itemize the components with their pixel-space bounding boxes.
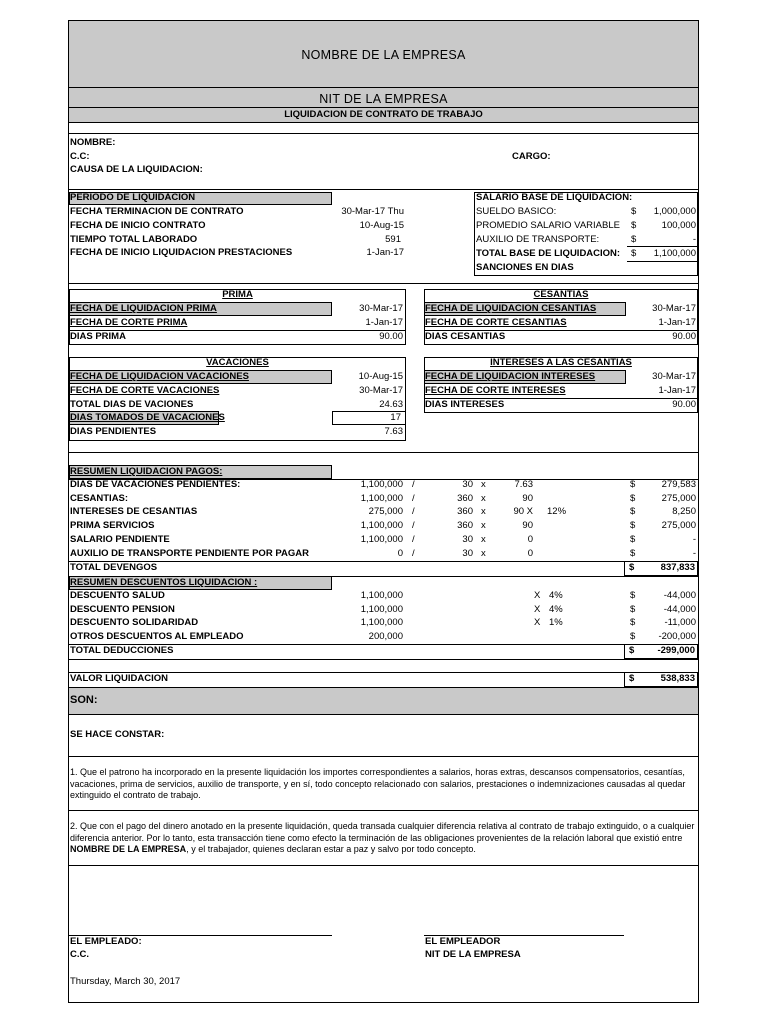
- cesantias-fecha-corte-label: FECHA DE CORTE CESANTIAS: [425, 317, 567, 328]
- fecha-prest-label: FECHA DE INICIO LIQUIDACION PRESTACIONES: [70, 247, 293, 258]
- fecha-inicio-label: FECHA DE INICIO CONTRATO: [70, 220, 206, 231]
- nombre-label: NOMBRE:: [70, 137, 116, 148]
- pago-divisor: 360: [457, 506, 473, 517]
- salario-title: SALARIO BASE DE LIQUIDACION:: [476, 192, 633, 203]
- pago-amount: 275,000: [661, 520, 696, 531]
- vac-fecha-liq-value: 10-Aug-15: [358, 371, 403, 382]
- currency-symbol: $: [629, 645, 635, 656]
- pago-base: 0: [397, 548, 403, 559]
- pago-factor: 90: [522, 520, 533, 531]
- hace-constar-label: SE HACE CONSTAR:: [70, 729, 165, 740]
- son-label: SON:: [70, 694, 98, 706]
- pago-amount: 8,250: [672, 506, 696, 517]
- vacaciones-title: VACACIONES: [206, 357, 269, 368]
- pago-label: DIAS DE VACACIONES PENDIENTES:: [70, 479, 241, 490]
- sanciones-label: SANCIONES EN DIAS: [476, 262, 574, 273]
- empleado-label: EL EMPLEADO:: [70, 936, 142, 947]
- int-fecha-liq-value: 30-Mar-17: [652, 371, 696, 382]
- auxilio-value: -: [692, 234, 696, 245]
- tiempo-value: 591: [385, 234, 401, 245]
- divider: [69, 283, 698, 284]
- total-deducciones-value: -299,000: [657, 645, 695, 656]
- pago-factor: 7.63: [514, 479, 533, 490]
- clause-2-company: NOMBRE DE LA EMPRESA: [70, 844, 187, 854]
- prima-dias-label: DIAS PRIMA: [70, 331, 126, 342]
- cargo-label: CARGO:: [512, 151, 551, 162]
- divider: [69, 133, 698, 134]
- sueldo-label: SUELDO BASICO:: [476, 206, 557, 217]
- int-dias-label: DIAS INTERESES: [425, 399, 505, 410]
- valor-liquidacion-value: 538,833: [660, 673, 695, 684]
- currency-symbol: $: [630, 590, 636, 601]
- int-fecha-liq-label: FECHA DE LIQUIDACION INTERESES: [425, 371, 596, 382]
- currency-symbol: $: [631, 206, 637, 217]
- empleador-nit: NIT DE LA EMPRESA: [425, 949, 521, 960]
- descuento-amount: -44,000: [663, 604, 696, 615]
- vac-fecha-liq-label: FECHA DE LIQUIDACION VACACIONES: [70, 371, 249, 382]
- pago-times-sign: x: [481, 506, 486, 517]
- currency-symbol: $: [630, 631, 636, 642]
- pago-base: 1,100,000: [360, 479, 403, 490]
- descuento-percent: 1%: [549, 617, 563, 628]
- sueldo-value: 1,000,000: [653, 206, 696, 217]
- descuento-label: DESCUENTO SOLIDARIDAD: [70, 617, 199, 628]
- pago-base: 1,100,000: [360, 520, 403, 531]
- pago-base: 275,000: [368, 506, 403, 517]
- fecha-terminacion-label: FECHA TERMINACION DE CONTRATO: [70, 206, 244, 217]
- promedio-label: PROMEDIO SALARIO VARIABLE: [476, 220, 620, 231]
- vac-total-label: TOTAL DIAS DE VACIONES: [70, 399, 194, 410]
- currency-symbol: $: [631, 220, 637, 231]
- pago-label: CESANTIAS:: [70, 493, 129, 504]
- descuento-times-sign: X: [534, 604, 541, 615]
- currency-symbol: $: [630, 617, 636, 628]
- total-base-value: 1,100,000: [653, 248, 696, 259]
- int-fecha-corte-label: FECHA DE CORTE INTERESES: [425, 385, 566, 396]
- pago-divide-sign: /: [412, 520, 415, 531]
- liquidation-sheet: [68, 20, 699, 1003]
- currency-symbol: $: [631, 234, 637, 245]
- currency-symbol: $: [630, 534, 636, 545]
- pago-base: 1,100,000: [360, 493, 403, 504]
- pago-base: 1,100,000: [360, 534, 403, 545]
- pago-label: PRIMA SERVICIOS: [70, 520, 155, 531]
- pago-times-sign: x: [481, 493, 486, 504]
- pago-percent: 12%: [547, 506, 567, 517]
- currency-symbol: $: [631, 248, 637, 259]
- pago-divide-sign: /: [412, 534, 415, 545]
- company-name: NOMBRE DE LA EMPRESA: [301, 48, 466, 62]
- vac-total-value: 24.63: [379, 399, 403, 410]
- pago-divide-sign: /: [412, 493, 415, 504]
- row-line: [69, 561, 698, 562]
- pago-divisor: 30: [462, 548, 473, 559]
- pago-divide-sign: /: [412, 479, 415, 490]
- causa-label: CAUSA DE LA LIQUIDACION:: [70, 164, 203, 175]
- pago-divisor: 360: [457, 493, 473, 504]
- vac-pendientes-value: 7.63: [384, 426, 403, 437]
- pago-factor: 0: [527, 534, 533, 545]
- auxilio-label: AUXILIO DE TRANSPORTE:: [476, 234, 600, 245]
- pago-label: INTERESES DE CESANTIAS: [70, 506, 198, 517]
- fecha-prest-value: 1-Jan-17: [366, 247, 404, 258]
- divider: [69, 189, 698, 190]
- descuento-base: 1,100,000: [360, 617, 403, 628]
- pago-divisor: 30: [462, 534, 473, 545]
- valor-liquidacion-label: VALOR LIQUIDACION: [70, 673, 168, 684]
- prima-fecha-liq-label: FECHA DE LIQUIDACION PRIMA: [70, 303, 217, 314]
- cesantias-title: CESANTIAS: [533, 289, 589, 300]
- currency-symbol: $: [630, 493, 636, 504]
- total-devengos-label: TOTAL DEVENGOS: [70, 562, 158, 573]
- pago-times-sign: x: [481, 548, 486, 559]
- total-deducciones-label: TOTAL DEDUCCIONES: [70, 645, 174, 656]
- pago-factor: 90 X: [513, 506, 533, 517]
- vac-fecha-corte-label: FECHA DE CORTE VACACIONES: [70, 385, 220, 396]
- currency-symbol: $: [630, 604, 636, 615]
- pago-factor: 90: [522, 493, 533, 504]
- pago-divisor: 360: [457, 520, 473, 531]
- currency-symbol: $: [629, 673, 635, 684]
- divider: [69, 865, 698, 866]
- prima-fecha-corte-label: FECHA DE CORTE PRIMA: [70, 317, 188, 328]
- pago-times-sign: x: [481, 520, 486, 531]
- periodo-title: PERIODO DE LIQUIDACION: [70, 192, 196, 203]
- descuento-base: 200,000: [368, 631, 403, 642]
- descuento-label: OTROS DESCUENTOS AL EMPLEADO: [70, 631, 244, 642]
- divider: [69, 810, 698, 811]
- pago-divide-sign: /: [412, 548, 415, 559]
- vac-pendientes-label: DIAS PENDIENTES: [70, 426, 157, 437]
- prima-dias-value: 90.00: [379, 331, 403, 342]
- pago-times-sign: x: [481, 534, 486, 545]
- resumen-pagos-title: RESUMEN LIQUIDACION PAGOS:: [70, 466, 223, 477]
- clause-2: [70, 821, 696, 856]
- document-date: Thursday, March 30, 2017: [70, 976, 181, 987]
- clause-2-text: 2. Que con el pago del dinero anotado en la presente liquidación, queda transada cualquier diferencia relativa al contrato de trabajo extinguido, o a cualquier diferencia anterior. Por lo tanto, esta transacción tiene como efecto la terminación de las obligaciones provenientes de la relación laboral que existió entre: [70, 821, 695, 843]
- cesantias-dias-label: DIAS CESANTIAS: [425, 331, 506, 342]
- pago-amount: 275,000: [661, 493, 696, 504]
- int-fecha-corte-value: 1-Jan-17: [658, 385, 696, 396]
- clause-1: 1. Que el patrono ha incorporado en la presente liquidación los importes correspondientes a salarios, horas extras, descansos compensatorios, cesantías, vacaciones, prima de servicios, auxilio de transporte, y en sí, todo concepto relacionado con salarios, prestaciones o indemnizaciones causadas al quedar extinguido el contrato de trabajo.: [70, 767, 686, 800]
- tiempo-label: TIEMPO TOTAL LABORADO: [70, 234, 198, 245]
- fecha-terminacion-value: 30-Mar-17 Thu: [341, 206, 404, 217]
- total-base-label: TOTAL BASE DE LIQUIDACION:: [476, 248, 621, 259]
- pago-label: AUXILIO DE TRANSPORTE PENDIENTE POR PAGAR: [70, 548, 309, 559]
- pago-divide-sign: /: [412, 506, 415, 517]
- vac-tomados-value: 17: [390, 412, 401, 423]
- currency-symbol: $: [630, 548, 636, 559]
- descuento-base: 1,100,000: [360, 604, 403, 615]
- divider: [69, 452, 698, 453]
- promedio-value: 100,000: [661, 220, 696, 231]
- currency-symbol: $: [630, 479, 636, 490]
- descuento-percent: 4%: [549, 604, 563, 615]
- currency-symbol: $: [630, 520, 636, 531]
- empleador-label: EL EMPLEADOR: [425, 936, 501, 947]
- descuento-base: 1,100,000: [360, 590, 403, 601]
- descuento-times-sign: X: [534, 590, 541, 601]
- pago-times-sign: x: [481, 479, 486, 490]
- pago-amount: -: [692, 548, 696, 559]
- vac-fecha-corte-value: 30-Mar-17: [359, 385, 403, 396]
- int-dias-value: 90.00: [672, 399, 696, 410]
- cc-label: C.C:: [70, 151, 90, 162]
- pago-amount: 279,583: [661, 479, 696, 490]
- currency-symbol: $: [630, 506, 636, 517]
- company-nit: NIT DE LA EMPRESA: [319, 92, 448, 106]
- vac-tomados-label: DIAS TOMADOS DE VACACIONES: [70, 412, 225, 423]
- descuento-amount: -11,000: [664, 617, 696, 628]
- cesantias-fecha-liq-value: 30-Mar-17: [652, 303, 696, 314]
- pago-label: SALARIO PENDIENTE: [70, 534, 170, 545]
- descuento-amount: -44,000: [663, 590, 696, 601]
- prima-fecha-liq-value: 30-Mar-17: [359, 303, 403, 314]
- sum-line: [627, 261, 697, 262]
- cesantias-dias-value: 90.00: [672, 331, 696, 342]
- descuento-percent: 4%: [549, 590, 563, 601]
- total-devengos-value: 837,833: [660, 562, 695, 573]
- pago-divisor: 30: [462, 479, 473, 490]
- sum-line: [627, 246, 697, 247]
- intereses-title: INTERESES A LAS CESANTIAS: [490, 357, 632, 368]
- descuento-label: DESCUENTO SALUD: [70, 590, 165, 601]
- currency-symbol: $: [629, 562, 635, 573]
- clause-2-tail: , y el trabajador, quienes declaran estar a paz y salvo por todo concepto.: [186, 844, 476, 854]
- prima-title: PRIMA: [222, 289, 253, 300]
- row-line: [69, 659, 698, 660]
- empleado-cc: C.C.: [70, 949, 89, 960]
- prima-fecha-corte-value: 1-Jan-17: [365, 317, 403, 328]
- descuento-amount: -200,000: [658, 631, 696, 642]
- pago-amount: -: [692, 534, 696, 545]
- son-band: [69, 687, 698, 715]
- cesantias-fecha-corte-value: 1-Jan-17: [658, 317, 696, 328]
- fecha-inicio-value: 10-Aug-15: [359, 220, 404, 231]
- resumen-descuentos-title: RESUMEN DESCUENTOS LIQUIDACION :: [70, 577, 258, 588]
- doc-title: LIQUIDACION DE CONTRATO DE TRABAJO: [284, 109, 483, 120]
- pago-factor: 0: [527, 548, 533, 559]
- cesantias-fecha-liq-label: FECHA DE LIQUIDACION CESANTIAS: [425, 303, 597, 314]
- divider: [69, 756, 698, 757]
- descuento-times-sign: X: [534, 617, 541, 628]
- descuento-label: DESCUENTO PENSION: [70, 604, 175, 615]
